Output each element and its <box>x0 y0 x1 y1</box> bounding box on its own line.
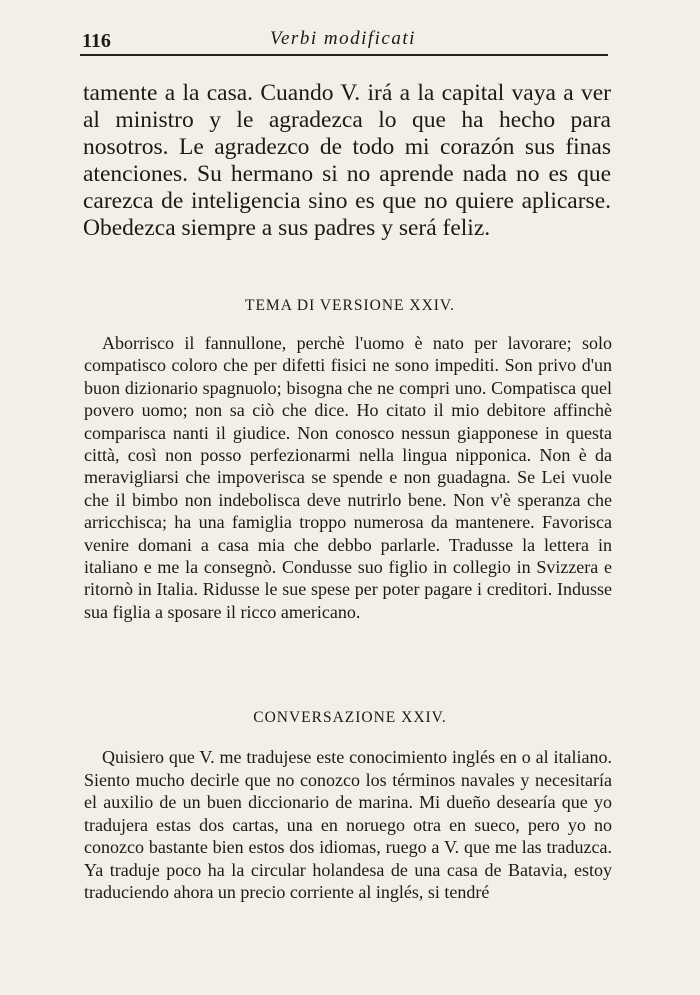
tema-paragraph: Aborrisco il fannullone, perchè l'uomo è nato per lavorare; solo compatisco coloro che per difetti fisici ne sono impediti. Son privo d'un buon dizionario spagnuolo; bisogna che ne compri uno. Compatisca quel povero uomo; non sa ciò che dice. Ho citato il mio debitore affinchè comparisca nanti il giudice. Non conosco nessun giapponese in questa città, così non posso perfezionarmi nella lingua nipponica. Non è da meravigliarsi che impoverisca se spende e non guadagna. Se Lei vuole che il bimbo non indebolisca deve nutrirlo bene. Non v'è speranza che arricchisca; ha una famiglia troppo numerosa da mantenere. Favorisca venire domani a casa mia che debbo parlarle. Tradusse la lettera in italiano e me la consegnò. Condusse suo figlio in collegio in Svizzera e ritornò in Italia. Ridusse le sue spese per poter pagare i creditori. Indusse sua figlia a sposare il ricco americano. <box>84 333 612 622</box>
page-number: 116 <box>82 30 111 52</box>
running-head: Verbi modificati <box>270 28 416 49</box>
opening-paragraph: tamente a la casa. Cuando V. irá a la capital vaya a ver al ministro y le agradezca lo que ha hecho para nosotros. Le agradezco de todo mi corazón sus finas atenciones. Su hermano si no aprende nada no es que carezca de inteligencia sino es que no quiere aplicarse. Obedezca siempre a sus padres y será feliz. <box>83 80 611 241</box>
section-heading-tema: TEMA DI VERSIONE XXIV. <box>244 297 455 314</box>
page-header <box>80 28 608 56</box>
conversazione-paragraph: Quisiero que V. me tradujese este conocimiento inglés en o al italiano. Siento mucho decirle que no conozco los términos navales y necesitaría el auxilio de un buen diccionario de marina. Mi dueño desearía que yo tradujera estas dos cartas, una en noruego otra en sueco, pero yo no conozco bastante bien estos dos idiomas, ruego a V. que me las traduzca. Ya traduje poco ha la circular holandesa de una casa de Batavia, estoy traduciendo ahora un precio corriente al inglés, si tendré <box>84 747 612 902</box>
section-heading-conversazione: CONVERSAZIONE XXIV. <box>253 709 447 726</box>
